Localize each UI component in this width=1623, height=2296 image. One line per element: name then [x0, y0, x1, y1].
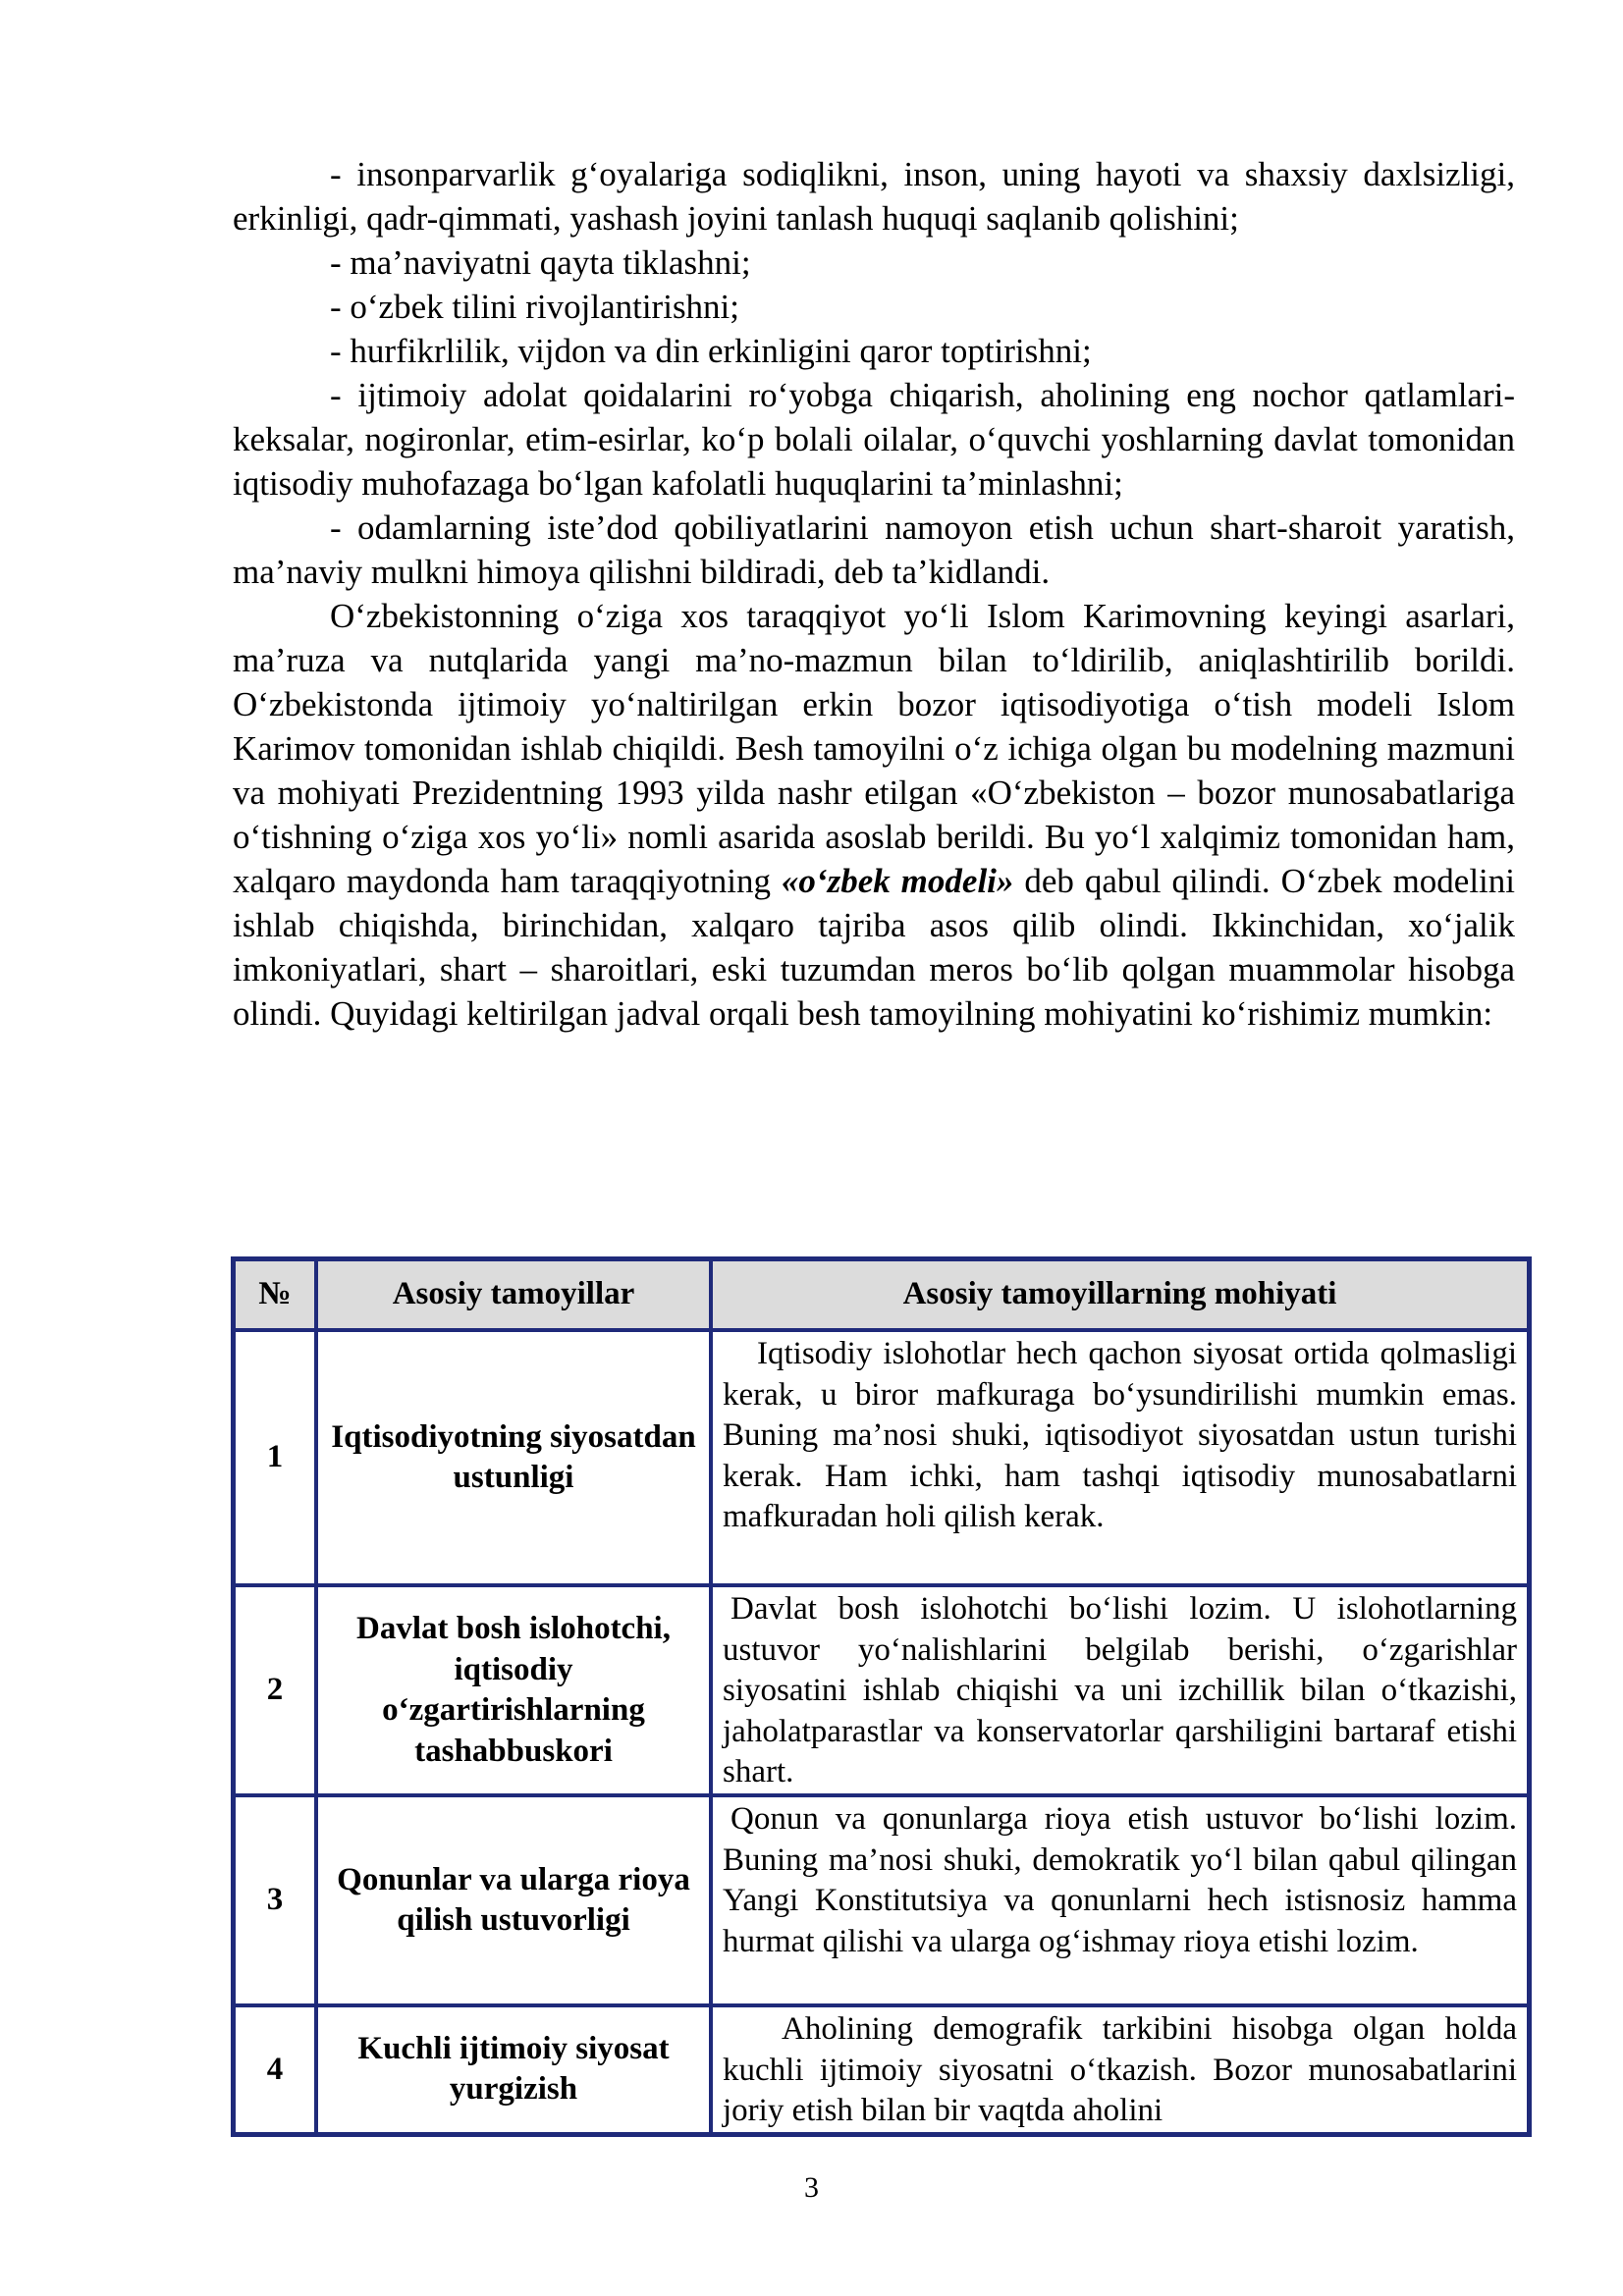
paragraph-list-item: - ijtimoiy adolat qoidalarini ro‘yobga chiqarish, aholining eng nochor qatlamlari-keksalar, nogironlar, etim-esirlar, ko‘p bolali oilalar, o‘quvchi yoshlarning davlat tomonidan iqtisodiy muhofazaga bo‘lgan kafolatli huquqlarini ta’minlashni;	[233, 376, 1515, 503]
column-header-number: №	[236, 1261, 314, 1328]
table-row	[236, 2007, 1527, 2132]
column-header-essence: Asosiy tamoyillarning mohiyati	[713, 1261, 1527, 1328]
principle-description	[713, 1332, 1527, 1583]
principle-description	[713, 2007, 1527, 2132]
main-paragraph	[233, 594, 1515, 1036]
principle-name: Davlat bosh islohotchi, iqtisodiy o‘zgartirishlarning tashabbuskori	[318, 1587, 709, 1793]
principle-description	[713, 1587, 1527, 1793]
paragraph-list-item: - o‘zbek tilini rivojlantirishni;	[330, 288, 740, 326]
principle-description-text: Qonun va qonunlarga rioya etish ustuvor bo‘lishi lozim. Buning ma’nosi shuki, demokratik yo‘l bilan qabul qilingan Yangi Konstitutsiya va qonunlarni hech istisnosiz hamma hurmat qilishi va ularga og‘ishmay rioya etishi lozim.	[723, 1801, 1517, 1959]
document-body	[233, 152, 1515, 1036]
principle-name: Kuchli ijtimoiy siyosat yurgizish	[318, 2007, 709, 2132]
main-paragraph-text: deb qabul qilindi. O‘zbek modelini ishlab chiqishda, birinchidan, xalqaro tajriba asos qilib olindi. Ikkinchidan, xo‘jalik imkoniyatlari, shart – sharoitlari, eski tuzumdan meros bo‘lib qolgan muammolar hisobga olindi. Quyidagi keltirilgan jadval orqali besh tamoyilning mohiyatini ko‘rishimiz mumkin:	[233, 862, 1515, 1033]
principle-description-text: Davlat bosh islohotchi bo‘lishi lozim. U islohotlarning ustuvor yo‘nalishlarini belgilab berishi, o‘zgarishlar siyosatini ishlab chiqishi va uni izchillik bilan o‘tkazishi, jaholatparastlar va konservatorlar qarshiligini bartaraf etishi shart.	[723, 1591, 1517, 1789]
table-row	[236, 1587, 1527, 1793]
row-number: 3	[236, 1797, 314, 2003]
principle-description-text: Aholining demografik tarkibini hisobga olgan holda kuchli ijtimoiy siyosatni o‘tkazish. Bozor munosabatlarini joriy etish bilan bir vaqtda aholini	[723, 2011, 1517, 2128]
row-number: 1	[236, 1332, 314, 1583]
table-row	[236, 1332, 1527, 1583]
paragraph-list-item: - insonparvarlik g‘oyalariga sodiqlikni, inson, uning hayoti va shaxsiy daxlsizligi, erkinligi, qadr-qimmati, yashash joyini tanlash huquqi saqlanib qolishini;	[233, 155, 1515, 238]
principle-description-text: Iqtisodiy islohotlar hech qachon siyosat ortida qolmasligi kerak, u biror mafkuraga bo‘ysundirilishi mumkin emas. Buning ma’nosi shuki, iqtisodiyot siyosatdan ustun turishi kerak. Ham ichki, ham tashqi iqtisodiy munosabatlarni mafkuradan holi qilish kerak.	[723, 1336, 1517, 1534]
row-number: 2	[236, 1587, 314, 1793]
main-paragraph-text: O‘zbekistonning o‘ziga xos taraqqiyot yo‘li Islom Karimovning keyingi asarlari, ma’ruza va nutqlarida yangi ma’no-mazmun bilan to‘ldirilib, aniqlashtirilib borildi. O‘zbekistonda ijtimoiy yo‘naltirilgan erkin bozor iqtisodiyotiga o‘tish modeli Islom Karimov tomonidan ishlab chiqildi. Besh tamoyilni o‘z ichiga olgan bu modelning mazmuni va mohiyati Prezidentning 1993 yilda nashr etilgan «O‘zbekiston – bozor munosabatlariga o‘tishning o‘ziga xos yo‘li» nomli asarida asoslab berildi. Bu yo‘l xalqimiz tomonidan ham, xalqaro maydonda ham taraqqiyotning	[233, 597, 1515, 900]
principle-name: Qonunlar va ularga rioya qilish ustuvorligi	[318, 1797, 709, 2003]
paragraph-list-item: - hurfikrlilik, vijdon va din erkinligini qaror toptirishni;	[330, 332, 1092, 370]
page-number: 3	[804, 2171, 819, 2204]
principle-description	[713, 1797, 1527, 2003]
paragraph-list-item: - ma’naviyatni qayta tiklashni;	[330, 243, 751, 282]
row-number: 4	[236, 2007, 314, 2132]
table-row	[236, 1797, 1527, 2003]
principle-name: Iqtisodiyotning siyosatdan ustunligi	[318, 1332, 709, 1583]
paragraph-list-item: - odamlarning iste’dod qobiliyatlarini namoyon etish uchun shart-sharoit yaratish, ma’naviy mulkni himoya qilishni bildiradi, deb ta’kidlandi.	[233, 508, 1515, 591]
uzbek-model-emphasis: «o‘zbek modeli»	[781, 862, 1014, 900]
column-header-principles: Asosiy tamoyillar	[318, 1261, 709, 1328]
principles-table	[231, 1256, 1532, 2137]
table-header-row	[236, 1261, 1527, 1328]
